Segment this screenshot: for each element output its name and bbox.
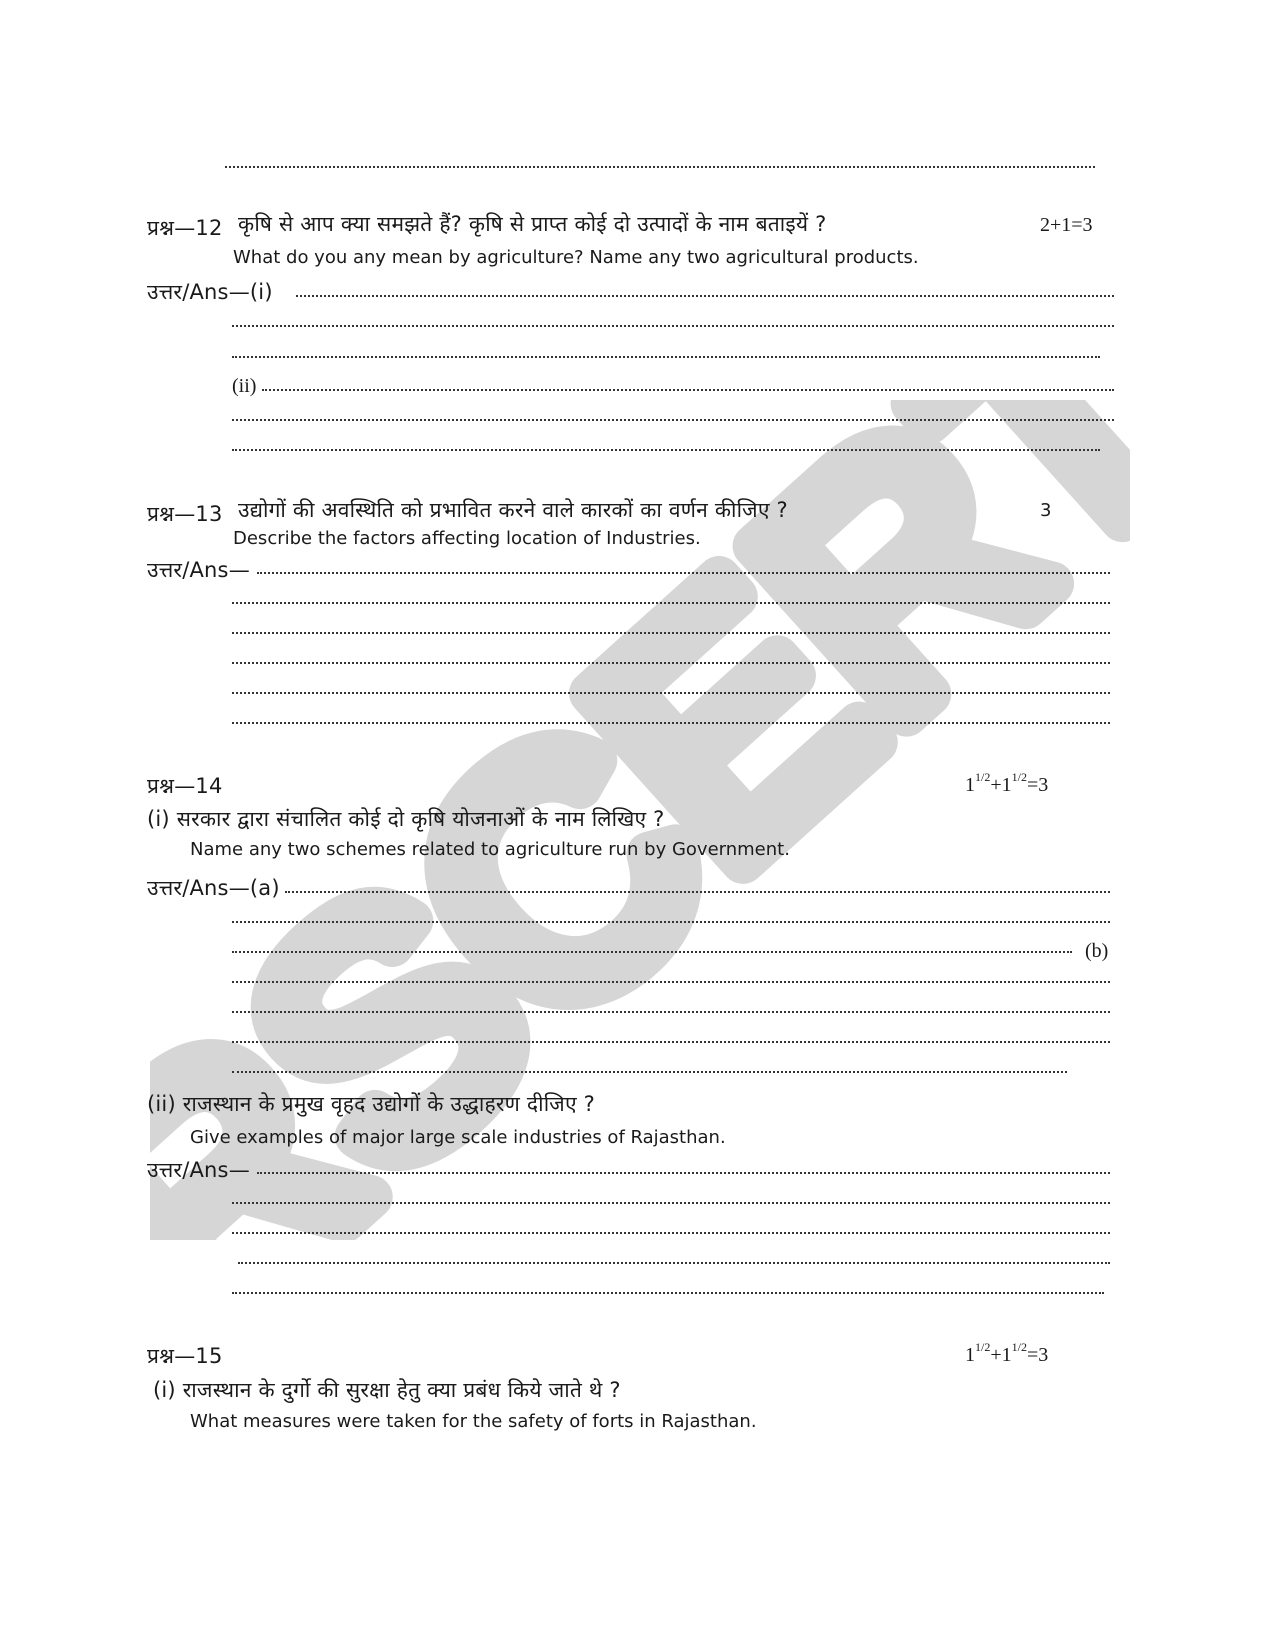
answer-line bbox=[232, 978, 1110, 983]
answer-line bbox=[257, 569, 1110, 574]
q12-part-ii-label: (ii) bbox=[232, 375, 257, 397]
answer-line bbox=[232, 1008, 1110, 1013]
answer-line bbox=[262, 386, 1114, 391]
answer-line bbox=[232, 719, 1110, 724]
q14-sub-ii-english-text: Give examples of major large scale industries of Rajasthan. bbox=[190, 1127, 726, 1148]
q14-sub-i-part-b-label: (b) bbox=[1085, 940, 1109, 962]
q12-label: प्रश्न—12 bbox=[147, 216, 223, 240]
answer-line bbox=[232, 1038, 1110, 1043]
answer-line bbox=[257, 1169, 1110, 1174]
answer-line bbox=[232, 1199, 1110, 1204]
q14-label: प्रश्न—14 bbox=[147, 774, 223, 798]
q13-answer-label: उत्तर/Ans— bbox=[147, 558, 250, 582]
answer-line bbox=[232, 1229, 1110, 1234]
q12-english-text: What do you any mean by agriculture? Name any two agricultural products. bbox=[233, 247, 919, 268]
q14-marks: $1^{1/2}+1^{1/2}=3$ bbox=[965, 770, 1049, 796]
q14-sub-i-answer-label: उत्तर/Ans—(a) bbox=[147, 876, 280, 900]
q14-sub-ii-hindi-text: (ii) राजस्थान के प्रमुख वृहद उद्योगों के उद्धाहरण दीजिए ? bbox=[147, 1092, 595, 1116]
answer-line bbox=[232, 599, 1110, 604]
answer-line bbox=[232, 446, 1100, 451]
q12-answer-label: उत्तर/Ans—(i) bbox=[147, 280, 273, 304]
answer-line bbox=[232, 322, 1114, 327]
answer-line bbox=[232, 1289, 1104, 1294]
q13-label: प्रश्न—13 bbox=[147, 502, 223, 526]
answer-line bbox=[232, 689, 1110, 694]
q15-label: प्रश्न—15 bbox=[147, 1344, 223, 1368]
watermark-text: RSCERT bbox=[150, 400, 1130, 1240]
answer-line bbox=[232, 659, 1110, 664]
q12-hindi-text: कृषि से आप क्या समझते हैं? कृषि से प्राप्त कोई दो उत्पादों के नाम बताइयें ? bbox=[238, 212, 827, 236]
answer-line bbox=[285, 888, 1110, 893]
answer-line bbox=[232, 416, 1114, 421]
q13-english-text: Describe the factors affecting location of Industries. bbox=[233, 528, 701, 549]
answer-line bbox=[296, 292, 1114, 297]
answer-line bbox=[225, 163, 1095, 168]
q15-sub-i-hindi-text: (i) राजस्थान के दुर्गो की सुरक्षा हेतु क्या प्रबंध किये जाते थे ? bbox=[153, 1378, 621, 1402]
q15-sub-i-english-text: What measures were taken for the safety of forts in Rajasthan. bbox=[190, 1411, 757, 1432]
answer-line bbox=[232, 353, 1100, 358]
q13-marks: 3 bbox=[1040, 500, 1052, 521]
q14-sub-i-english-text: Name any two schemes related to agriculture run by Government. bbox=[190, 839, 790, 860]
answer-line bbox=[232, 629, 1110, 634]
q13-hindi-text: उद्योगों की अवस्थिति को प्रभावित करने वाले कारकों का वर्णन कीजिए ? bbox=[238, 498, 788, 522]
answer-line bbox=[238, 1259, 1110, 1264]
answer-line bbox=[232, 918, 1110, 923]
q12-marks: 2+1=3 bbox=[1040, 214, 1093, 236]
q15-marks: $1^{1/2}+1^{1/2}=3$ bbox=[965, 1340, 1049, 1366]
q14-sub-i-hindi-text: (i) सरकार द्वारा संचालित कोई दो कृषि योजनाओं के नाम लिखिए ? bbox=[147, 807, 665, 831]
answer-line bbox=[232, 948, 1072, 953]
q14-sub-ii-answer-label: उत्तर/Ans— bbox=[147, 1158, 250, 1182]
answer-line bbox=[232, 1068, 1067, 1073]
